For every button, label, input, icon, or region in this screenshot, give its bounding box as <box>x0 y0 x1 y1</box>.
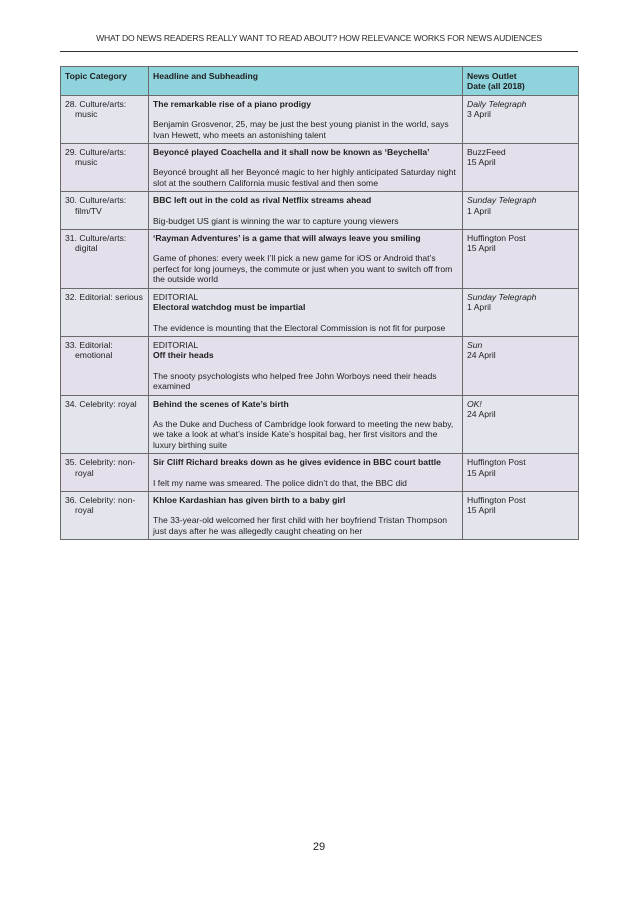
publication-date: 15 April <box>467 505 496 516</box>
headline: The remarkable rise of a piano prodigy <box>153 98 312 109</box>
news-outlet: Sunday Telegraph <box>467 195 537 206</box>
headline-cell <box>149 95 463 143</box>
topic-category-cell <box>61 144 149 192</box>
headline: ‘Rayman Adventures’ is a game that will always leave you smiling <box>153 233 421 244</box>
header-topic-category: Topic Category <box>61 67 149 96</box>
news-outlet-cell <box>463 144 579 192</box>
topic-category: 28. Culture/arts: music <box>65 98 127 120</box>
table-row <box>61 491 579 539</box>
news-outlet-cell <box>463 336 579 395</box>
table-header-row <box>61 67 579 96</box>
publication-date: 1 April <box>467 302 491 313</box>
headline-cell <box>149 288 463 336</box>
news-outlet-cell <box>463 395 579 454</box>
topic-category: 29. Culture/arts: music <box>65 147 127 168</box>
news-outlet-cell <box>463 288 579 336</box>
header-news-outlet <box>463 67 579 96</box>
header-date-label: Date (all 2018) <box>467 81 525 92</box>
topic-category-cell <box>61 95 149 143</box>
header-rule <box>60 51 578 52</box>
subheading: I felt my name was smeared. The police didn’t do that, the BBC did <box>153 477 407 488</box>
table-row <box>61 454 579 492</box>
topic-category-cell <box>61 491 149 539</box>
subheading: As the Duke and Duchess of Cambridge look forward to meeting the new baby, we take a look at what’s inside Kate’s hospital bag, her first visitors and the luxury birthing suite <box>153 418 454 450</box>
headline: Sir Cliff Richard breaks down as he gives evidence in BBC court battle <box>153 457 441 468</box>
topic-category: 30. Culture/arts: film/TV <box>65 195 127 216</box>
topics-table <box>60 66 579 540</box>
news-outlet: BuzzFeed <box>467 147 506 158</box>
table-row <box>61 395 579 454</box>
topic-category-cell <box>61 192 149 230</box>
running-head: WHAT DO NEWS READERS REALLY WANT TO READ ABOUT? HOW RELEVANCE WORKS FOR NEWS AUDIENCES <box>96 33 542 43</box>
header-headline-subheading: Headline and Subheading <box>149 67 463 96</box>
headline-cell <box>149 144 463 192</box>
topic-category: 34. Celebrity: royal <box>65 398 137 409</box>
editorial-kicker: EDITORIAL <box>153 291 199 302</box>
news-outlet-cell <box>463 454 579 492</box>
table-row <box>61 192 579 230</box>
subheading: Big-budget US giant is winning the war to capture young viewers <box>153 215 399 226</box>
news-outlet: Sunday Telegraph <box>467 291 537 302</box>
subheading: Beyoncé brought all her Beyoncé magic to her highly anticipated Saturday night slot at the southern California music festival and then some <box>153 167 456 188</box>
news-outlet-cell <box>463 192 579 230</box>
table-row <box>61 144 579 192</box>
headline: Beyoncé played Coachella and it shall now be known as ‘Beychella’ <box>153 147 430 158</box>
news-outlet: Sun <box>467 339 483 350</box>
headline-cell <box>149 491 463 539</box>
news-outlet-cell <box>463 491 579 539</box>
subheading: The snooty psychologists who helped free John Worboys need their heads examined <box>153 370 437 392</box>
topic-category: 32. Editorial: serious <box>65 291 143 302</box>
topic-category: 33. Editorial: emotional <box>65 339 113 361</box>
headline-cell <box>149 230 463 289</box>
news-outlet-cell <box>463 95 579 143</box>
topic-category-cell <box>61 336 149 395</box>
topic-category-cell <box>61 230 149 289</box>
publication-date: 24 April <box>467 350 496 361</box>
editorial-kicker: EDITORIAL <box>153 339 199 350</box>
subheading: Benjamin Grosvenor, 25, may be just the best young pianist in the world, says Ivan Hewett, who meets an astonishing talent <box>153 119 449 140</box>
news-outlet: OK! <box>467 398 482 409</box>
topic-category: 35. Celebrity: non-royal <box>65 457 136 478</box>
publication-date: 1 April <box>467 205 491 216</box>
publication-date: 15 April <box>467 157 496 168</box>
topic-category-cell <box>61 454 149 492</box>
topic-category-cell <box>61 288 149 336</box>
headline-cell <box>149 454 463 492</box>
table-row <box>61 230 579 289</box>
table-row <box>61 95 579 143</box>
topic-category: 36. Celebrity: non-royal <box>65 494 136 516</box>
news-outlet: Huffington Post <box>467 494 526 505</box>
headline: Khloe Kardashian has given birth to a baby girl <box>153 494 346 505</box>
publication-date: 3 April <box>467 109 491 120</box>
publication-date: 15 April <box>467 243 496 254</box>
page-number: 29 <box>312 841 326 853</box>
publication-date: 24 April <box>467 408 496 419</box>
news-outlet: Daily Telegraph <box>467 98 527 109</box>
news-outlet: Huffington Post <box>467 233 526 244</box>
news-outlet-cell <box>463 230 579 289</box>
publication-date: 15 April <box>467 467 496 478</box>
news-outlet: Huffington Post <box>467 457 526 468</box>
headline: BBC left out in the cold as rival Netflix streams ahead <box>153 195 372 206</box>
table-row <box>61 288 579 336</box>
subheading: The evidence is mounting that the Electoral Commission is not fit for purpose <box>153 322 446 333</box>
headline-cell <box>149 395 463 454</box>
subheading: The 33-year-old welcomed her first child with her boyfriend Tristan Thompson just days after he was allegedly caught cheating on her <box>153 515 448 536</box>
headline: Off their heads <box>153 350 214 361</box>
headline: Electoral watchdog must be impartial <box>153 302 306 313</box>
topic-category-cell <box>61 395 149 454</box>
headline: Behind the scenes of Kate’s birth <box>153 398 289 409</box>
topic-category: 31. Culture/arts: digital <box>65 233 127 254</box>
headline-cell <box>149 336 463 395</box>
table-body <box>61 95 579 539</box>
header-outlet-label: News Outlet <box>467 71 517 81</box>
table-row <box>61 336 579 395</box>
headline-cell <box>149 192 463 230</box>
subheading: Game of phones: every week I’ll pick a new game for iOS or Android that’s perfect for long journeys, the commute or just when you want to switch off from the outside world <box>153 253 453 285</box>
